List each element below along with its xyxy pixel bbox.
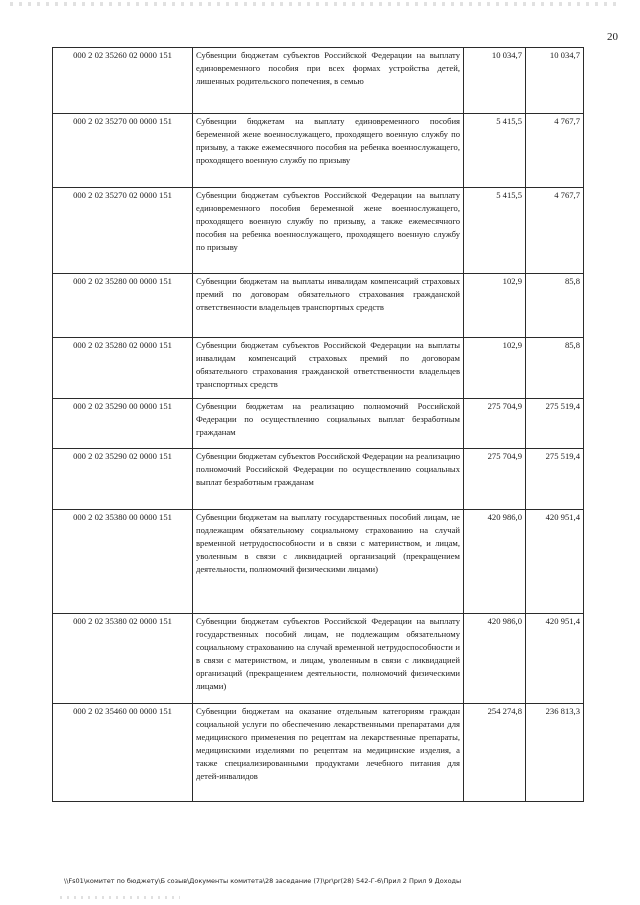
actual-amount-cell: 85,8 <box>526 338 584 399</box>
revenue-name-cell: Субвенции бюджетам субъектов Российской Федерации на реализацию полномочий Российской Федерации по осуществлению социальных выплат безработным гражданам <box>193 449 464 510</box>
budget-revenue-table <box>52 47 584 802</box>
table-row <box>53 274 584 338</box>
revenue-name-cell: Субвенции бюджетам на реализацию полномочий Российской Федерации по осуществлению социальных выплат безработным гражданам <box>193 399 464 449</box>
planned-amount-cell: 102,9 <box>464 338 526 399</box>
revenue-name-cell: Субвенции бюджетам субъектов Российской Федерации на выплату единовременного пособия при всех формах устройства детей, лишенных родительского попечения, в семью <box>193 48 464 114</box>
planned-amount-cell: 5 415,5 <box>464 188 526 274</box>
budget-code-cell: 000 2 02 35380 02 0000 151 <box>53 614 193 704</box>
revenue-name-cell: Субвенции бюджетам на выплаты инвалидам компенсаций страховых премий по договорам обязательного страхования гражданской ответственности владельцев транспортных средств <box>193 274 464 338</box>
actual-amount-cell: 275 519,4 <box>526 399 584 449</box>
budget-code-cell: 000 2 02 35280 00 0000 151 <box>53 274 193 338</box>
actual-amount-cell: 4 767,7 <box>526 114 584 188</box>
table-row <box>53 510 584 614</box>
actual-amount-cell: 275 519,4 <box>526 449 584 510</box>
table-row <box>53 114 584 188</box>
revenue-name-cell: Субвенции бюджетам субъектов Российской Федерации на выплату государственных пособий лицам, не подлежащим обязательному социальному страхованию на случай временной нетрудоспособности и в связи с материнством, и лицам, уволенным в связи с ликвидацией организаций (прекращением деятельности, полномочий физическими лицами) <box>193 614 464 704</box>
actual-amount-cell: 85,8 <box>526 274 584 338</box>
planned-amount-cell: 275 704,9 <box>464 449 526 510</box>
document-file-path: \\Fs01\комитет по бюджету\Б созыв\Документы комитета\28 заседание (7)\pr\pr(28) 542-Г-6\Прил 2 Прил 9 Доходы <box>64 877 462 885</box>
actual-amount-cell: 10 034,7 <box>526 48 584 114</box>
revenue-name-cell: Субвенции бюджетам на выплату государственных пособий лицам, не подлежащим обязательному социальному страхованию на случай временной нетрудоспособности и в связи с материнством, и лицам, уволенным в связи с ликвидацией организаций (прекращением деятельности, полномочий физическими лицами) <box>193 510 464 614</box>
budget-code-cell: 000 2 02 35270 02 0000 151 <box>53 188 193 274</box>
scan-noise-top <box>10 2 620 6</box>
planned-amount-cell: 10 034,7 <box>464 48 526 114</box>
revenue-name-cell: Субвенции бюджетам на оказание отдельным категориям граждан социальной услуги по обеспечению лекарственными препаратами для медицинского применения по рецептам на лекарственные препараты, медицинскими изделиями по рецептам на медицинские изделия, а также специализированными продуктами лечебного питания для детей-инвалидов <box>193 704 464 802</box>
planned-amount-cell: 275 704,9 <box>464 399 526 449</box>
actual-amount-cell: 4 767,7 <box>526 188 584 274</box>
table-row <box>53 48 584 114</box>
actual-amount-cell: 236 813,3 <box>526 704 584 802</box>
budget-code-cell: 000 2 02 35460 00 0000 151 <box>53 704 193 802</box>
actual-amount-cell: 420 951,4 <box>526 614 584 704</box>
table-row <box>53 449 584 510</box>
table-row <box>53 399 584 449</box>
table-row <box>53 704 584 802</box>
revenue-name-cell: Субвенции бюджетам субъектов Российской Федерации на выплаты инвалидам компенсаций страховых премий по договорам обязательного страхования гражданской ответственности владельцев транспортных средств <box>193 338 464 399</box>
page-number: 20 <box>607 31 618 43</box>
table-row <box>53 338 584 399</box>
table-row <box>53 188 584 274</box>
budget-code-cell: 000 2 02 35380 00 0000 151 <box>53 510 193 614</box>
planned-amount-cell: 102,9 <box>464 274 526 338</box>
revenue-name-cell: Субвенции бюджетам субъектов Российской Федерации на выплату единовременного пособия беременной жене военнослужащего, проходящего военную службу по призыву, а также ежемесячного пособия на ребенка военнослужащего, проходящего военную службу по призыву <box>193 188 464 274</box>
revenue-name-cell: Субвенции бюджетам на выплату единовременного пособия беременной жене военнослужащего, проходящего военную службу по призыву, а также ежемесячного пособия на ребенка военнослужащего, проходящего военную службу по призыву <box>193 114 464 188</box>
actual-amount-cell: 420 951,4 <box>526 510 584 614</box>
planned-amount-cell: 420 986,0 <box>464 510 526 614</box>
planned-amount-cell: 420 986,0 <box>464 614 526 704</box>
budget-code-cell: 000 2 02 35290 02 0000 151 <box>53 449 193 510</box>
budget-code-cell: 000 2 02 35290 00 0000 151 <box>53 399 193 449</box>
scan-noise-bottom <box>60 896 180 899</box>
budget-code-cell: 000 2 02 35260 02 0000 151 <box>53 48 193 114</box>
budget-code-cell: 000 2 02 35270 00 0000 151 <box>53 114 193 188</box>
planned-amount-cell: 5 415,5 <box>464 114 526 188</box>
table-row <box>53 614 584 704</box>
planned-amount-cell: 254 274,8 <box>464 704 526 802</box>
budget-code-cell: 000 2 02 35280 02 0000 151 <box>53 338 193 399</box>
